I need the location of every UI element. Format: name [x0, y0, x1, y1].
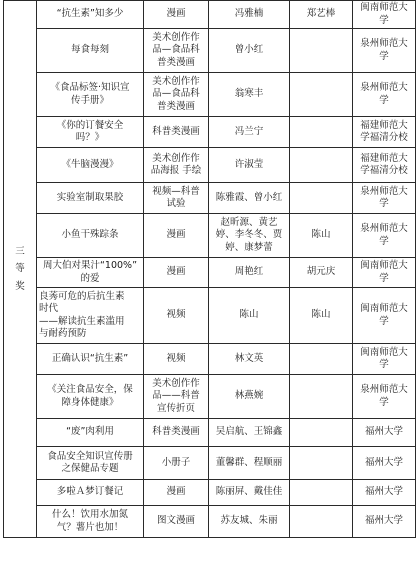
work-author: 翁寒丰 [209, 73, 290, 117]
work-title: 《关注食品安全，保 障身体健康》 [37, 375, 144, 419]
work-title: 良莠可危的后抗生素 时代 ——解读抗生素滥用 与耐药预防 [37, 288, 144, 344]
work-title: 《食品标签·知识宣 传手册》 [37, 73, 144, 117]
table-row [4, 29, 416, 73]
work-title: “废”肉利用 [37, 419, 144, 447]
work-title: 多啦Ａ梦订餐记 [37, 480, 144, 506]
work-advisor [290, 117, 353, 148]
award-level-char: 奖 [15, 280, 25, 292]
work-school: 福州大学 [353, 419, 416, 447]
work-type: 漫画 [144, 1, 209, 29]
work-author: 林文英 [209, 344, 290, 375]
work-type: 漫画 [144, 258, 209, 288]
work-type: 美术创作作 品——科普 宣传折页 [144, 375, 209, 419]
table-row [4, 506, 416, 538]
work-school: 福州大学 [353, 447, 416, 480]
work-advisor [290, 506, 353, 538]
work-advisor [290, 375, 353, 419]
work-advisor: 胡元庆 [290, 258, 353, 288]
work-title: 小鱼干殊踪条 [37, 214, 144, 258]
work-type: 美术创作作 品海报 手绘 [144, 148, 209, 183]
table-row [4, 288, 416, 344]
work-title: 周大伯对果汁“100%” 的爱 [37, 258, 144, 288]
work-advisor [290, 344, 353, 375]
work-school: 泉州师范大 学 [353, 29, 416, 73]
work-author: 许淑莹 [209, 148, 290, 183]
work-advisor: 陈山 [290, 288, 353, 344]
table-row [4, 258, 416, 288]
work-author: 林燕婉 [209, 375, 290, 419]
work-school: 闽南师范大 学 [353, 288, 416, 344]
work-author: 吴启航、王锦鑫 [209, 419, 290, 447]
work-title: 正确认识“抗生素” [37, 344, 144, 375]
work-title: 《牛脑漫漫》 [37, 148, 144, 183]
work-author: 苏友城、朱丽 [209, 506, 290, 538]
work-type: 漫画 [144, 480, 209, 506]
work-type: 小册子 [144, 447, 209, 480]
work-author: 冯雅楠 [209, 1, 290, 29]
table-row [4, 73, 416, 117]
work-author: 董馨群、程顺丽 [209, 447, 290, 480]
work-type: 科普类漫画 [144, 117, 209, 148]
award-level-char: 等 [15, 263, 25, 275]
work-type: 漫画 [144, 214, 209, 258]
work-school: 泉州师范大 学 [353, 375, 416, 419]
table-row [4, 214, 416, 258]
work-title: 食品安全知识宣传册 之保健品专题 [37, 447, 144, 480]
work-advisor [290, 148, 353, 183]
work-type: 视频 [144, 288, 209, 344]
work-school: 福建师范大 学福清分校 [353, 148, 416, 183]
work-school: 福建师范大 学福清分校 [353, 117, 416, 148]
work-school: 泉州师范大 学 [353, 183, 416, 214]
table-row [4, 480, 416, 506]
work-author: 陈山 [209, 288, 290, 344]
awards-table [3, 0, 416, 538]
work-title: 实验室制取果胶 [37, 183, 144, 214]
work-advisor [290, 447, 353, 480]
work-type: 美术创作作 品—食品科 普类漫画 [144, 29, 209, 73]
work-type: 图文漫画 [144, 506, 209, 538]
table-row [4, 344, 416, 375]
work-title: 《你的订餐安全 吗？》 [37, 117, 144, 148]
work-advisor [290, 29, 353, 73]
work-advisor [290, 419, 353, 447]
table-row [4, 183, 416, 214]
work-type: 视频—科普 试验 [144, 183, 209, 214]
table-row [4, 447, 416, 480]
work-advisor: 陈山 [290, 214, 353, 258]
award-level-cell [4, 1, 37, 538]
work-author: 周艳红 [209, 258, 290, 288]
work-advisor: 郑艺棒 [290, 1, 353, 29]
work-school: 福州大学 [353, 506, 416, 538]
work-school: 闽南师范大 学 [353, 344, 416, 375]
work-author: 曾小红 [209, 29, 290, 73]
work-author: 陈丽屏、戴佳佳 [209, 480, 290, 506]
table-row [4, 117, 416, 148]
work-type: 美术创作作 品—食品科 普类漫画 [144, 73, 209, 117]
work-author: 陈雅霞、曾小红 [209, 183, 290, 214]
work-school: 福州大学 [353, 480, 416, 506]
work-school: 闽南师范大 学 [353, 1, 416, 29]
work-type: 科普类漫画 [144, 419, 209, 447]
work-school: 泉州师范大 学 [353, 214, 416, 258]
table-row [4, 375, 416, 419]
table-row [4, 1, 416, 29]
work-advisor [290, 73, 353, 117]
work-school: 闽南师范大 学 [353, 258, 416, 288]
table-row [4, 148, 416, 183]
work-author: 赵昕源、黄艺 婷、李冬冬、贾 婷、康梦蕾 [209, 214, 290, 258]
work-title: 什么！饮用水加氮 气？薯片也加！ [37, 506, 144, 538]
award-level-char: 三 [15, 246, 25, 258]
work-type: 视频 [144, 344, 209, 375]
work-title: “抗生素”知多少 [37, 1, 144, 29]
work-school: 泉州师范大 学 [353, 73, 416, 117]
table-row [4, 419, 416, 447]
work-title: 每食每刻 [37, 29, 144, 73]
work-advisor [290, 183, 353, 214]
work-author: 冯兰宁 [209, 117, 290, 148]
awards-table-body [4, 1, 416, 538]
work-advisor [290, 480, 353, 506]
